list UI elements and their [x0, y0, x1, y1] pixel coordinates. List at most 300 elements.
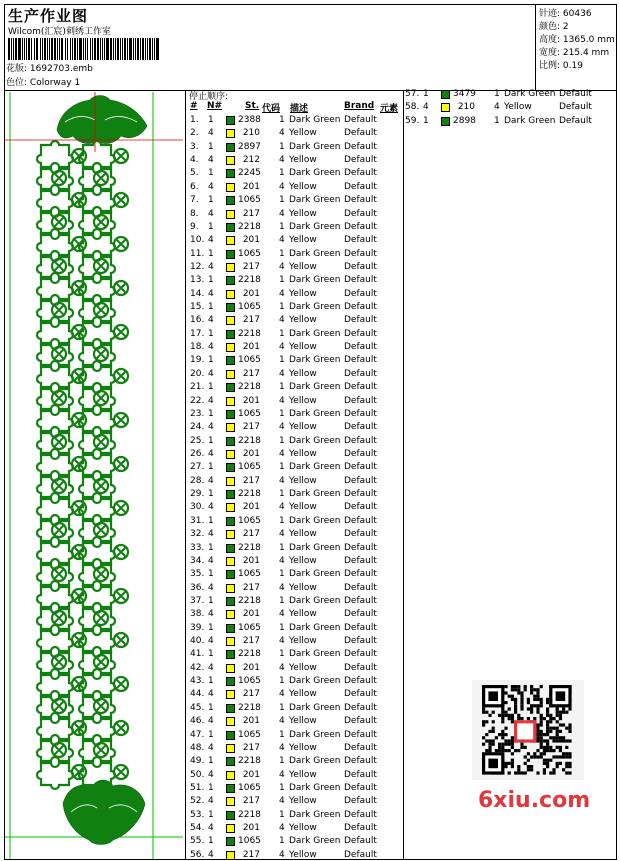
code-number: 1 — [279, 756, 285, 767]
color-swatch — [226, 717, 235, 726]
color-description: Dark Green — [504, 89, 556, 99]
qr-module — [501, 714, 504, 717]
qr-module — [514, 704, 517, 707]
qr-module — [546, 743, 549, 746]
qr-module — [501, 717, 504, 720]
thread-code: 2218 — [238, 542, 261, 553]
color-swatch — [226, 410, 235, 419]
qr-module — [536, 704, 539, 707]
color-description: Dark Green — [289, 408, 341, 419]
lattice-tile — [37, 251, 73, 283]
brand-value: Default — [344, 502, 377, 513]
thread-code: 217 — [242, 636, 260, 647]
thread-code: 2898 — [453, 115, 476, 126]
qr-module — [520, 698, 523, 701]
qr-module — [511, 759, 514, 762]
qr-module — [492, 711, 495, 714]
qr-module — [536, 739, 539, 742]
qr-module — [533, 704, 536, 707]
file-label: 花版: — [6, 64, 28, 74]
thread-code: 1065 — [238, 783, 261, 793]
color-swatch — [226, 129, 235, 138]
barcode-bar — [94, 38, 96, 60]
knot-cross — [54, 261, 64, 271]
needle-number: 4 — [208, 555, 214, 566]
color-swatch — [226, 704, 235, 713]
color-swatch — [226, 610, 235, 619]
qr-module — [488, 714, 491, 717]
stop-index: 59. — [405, 115, 420, 126]
qr-module — [530, 755, 533, 758]
qr-module — [504, 749, 507, 752]
lattice-tile — [79, 361, 115, 393]
qr-module — [514, 711, 517, 714]
knot-cross — [54, 525, 64, 535]
thread-code: 212 — [242, 155, 260, 166]
knot-cross — [96, 613, 106, 623]
code-number: 1 — [279, 542, 285, 553]
qr-module — [488, 739, 491, 742]
stop-index: 43. — [190, 676, 205, 687]
qr-module — [568, 762, 571, 765]
barcode-bar — [102, 38, 103, 60]
qr-module — [546, 759, 549, 762]
lattice-tile — [37, 185, 73, 217]
qr-module — [517, 685, 520, 688]
lattice-tile — [37, 757, 73, 789]
knot-cross — [116, 371, 126, 381]
knot-cross — [96, 481, 106, 491]
qr-module — [517, 688, 520, 691]
qr-module — [552, 755, 555, 758]
qr-module — [508, 714, 511, 717]
code-number: 1 — [279, 462, 285, 473]
thread-code: 201 — [242, 823, 260, 834]
needle-number: 4 — [423, 102, 429, 113]
code-number: 4 — [279, 849, 285, 860]
thread-code: 1065 — [238, 836, 261, 847]
barcode-bar — [113, 38, 114, 60]
lattice-tile — [37, 405, 73, 437]
qr-module — [565, 762, 568, 765]
qr-module — [533, 698, 536, 701]
stop-index: 56. — [190, 849, 205, 860]
stop-index: 47. — [190, 729, 205, 740]
brand-value: Default — [344, 849, 377, 860]
thread-code: 2218 — [238, 435, 261, 446]
lattice-tile — [79, 471, 115, 503]
qr-module — [508, 762, 511, 765]
qr-module — [501, 749, 504, 752]
barcode-bar — [137, 38, 139, 60]
lattice-tile — [37, 625, 73, 657]
qr-module — [508, 749, 511, 752]
code-number: 1 — [279, 382, 285, 393]
color-swatch — [226, 837, 235, 846]
lattice-tile — [37, 559, 73, 591]
brand-value: Default — [344, 115, 377, 125]
qr-module — [508, 739, 511, 742]
lattice-tile — [79, 229, 115, 261]
qr-module — [536, 707, 539, 710]
stat-width: 宽度: 215.4 mm — [539, 48, 610, 58]
color-swatch — [226, 851, 235, 860]
needle-number: 1 — [208, 408, 214, 419]
barcode-bar — [92, 38, 93, 60]
qr-module — [482, 736, 485, 739]
brand-value: Default — [344, 302, 377, 313]
qr-module — [565, 739, 568, 742]
brand-value: Default — [344, 408, 377, 419]
color-swatch — [226, 236, 235, 245]
lattice-tile — [37, 229, 73, 261]
qr-module — [488, 746, 491, 749]
qr-module — [562, 736, 565, 739]
qr-module — [508, 707, 511, 710]
qr-module — [556, 691, 566, 701]
qr-module — [536, 695, 539, 698]
stop-index: 4. — [190, 155, 199, 166]
knot-cross — [54, 173, 64, 183]
barcode-bar — [147, 38, 148, 60]
brand-value: Default — [344, 248, 377, 259]
qr-module — [559, 730, 562, 733]
knot-cross — [54, 481, 64, 491]
color-description: Dark Green — [289, 542, 341, 553]
stop-index: 24. — [190, 422, 205, 433]
color-swatch — [226, 503, 235, 512]
qr-module — [504, 727, 507, 730]
qr-module — [492, 720, 495, 723]
qr-module — [546, 730, 549, 733]
lattice-tile — [79, 559, 115, 591]
knot-cross — [116, 767, 126, 777]
qr-module — [530, 765, 533, 768]
brand-value: Default — [344, 261, 377, 272]
qr-module — [556, 762, 559, 765]
code-number: 4 — [279, 529, 285, 540]
qr-module — [501, 733, 504, 736]
qr-module — [520, 771, 523, 774]
color-swatch — [441, 103, 450, 112]
qr-module — [556, 765, 559, 768]
color-description: Yellow — [289, 502, 317, 513]
qr-module — [504, 733, 507, 736]
color-swatch — [226, 530, 235, 539]
barcode-bar — [129, 38, 132, 60]
brand-value: Default — [344, 208, 377, 219]
lattice-tile — [37, 493, 73, 525]
thread-code: 217 — [242, 689, 260, 700]
qr-module — [565, 771, 568, 774]
color-description: Dark Green — [289, 622, 341, 633]
needle-number: 1 — [208, 195, 214, 206]
qr-module — [498, 746, 501, 749]
brand-value: Default — [559, 89, 592, 99]
color-swatch — [226, 250, 235, 259]
brand-value: Default — [344, 716, 377, 727]
code-number: 4 — [279, 662, 285, 673]
qr-module — [511, 746, 514, 749]
qr-module — [568, 727, 571, 730]
lattice-tile — [37, 471, 73, 503]
brand-value: Default — [344, 475, 377, 486]
qr-module — [540, 743, 543, 746]
code-number: 1 — [279, 622, 285, 633]
lattice-tile — [37, 427, 73, 459]
qr-module — [549, 736, 552, 739]
qr-module — [565, 755, 568, 758]
thread-code: 2218 — [238, 649, 261, 660]
qr-module — [514, 685, 517, 688]
qr-module — [536, 733, 539, 736]
barcode-bar — [51, 38, 53, 60]
qr-module — [504, 714, 507, 717]
needle-number: 4 — [208, 636, 214, 647]
qr-module — [517, 723, 533, 739]
knot-cross — [96, 393, 106, 403]
stop-index: 54. — [190, 823, 205, 834]
qr-module — [520, 743, 523, 746]
qr-module — [536, 691, 539, 694]
brand-value: Default — [344, 181, 377, 192]
stop-index: 9. — [190, 221, 199, 232]
lattice-tile — [37, 449, 73, 481]
qr-module — [543, 746, 546, 749]
qr-module — [533, 717, 536, 720]
needle-number: 4 — [208, 689, 214, 700]
color-description: Dark Green — [289, 168, 341, 179]
thread-code: 201 — [242, 181, 260, 192]
brand-value: Default — [344, 636, 377, 647]
barcode-bar — [15, 38, 17, 60]
lattice-tile — [79, 141, 115, 173]
qr-module — [562, 752, 565, 755]
stop-index: 21. — [190, 382, 205, 393]
thread-code: 2218 — [238, 275, 261, 286]
qr-module — [562, 711, 565, 714]
color-swatch — [226, 771, 235, 780]
brand-value: Default — [344, 155, 377, 166]
needle-number: 4 — [208, 475, 214, 486]
stop-index: 41. — [190, 649, 205, 660]
code-number: 4 — [279, 769, 285, 780]
qr-module — [527, 752, 530, 755]
barcode-bar — [104, 38, 105, 60]
color-swatch — [226, 196, 235, 205]
lattice-tile — [79, 691, 115, 723]
qr-module — [549, 720, 552, 723]
thread-code: 217 — [242, 849, 260, 860]
code-number: 1 — [279, 408, 285, 419]
code-number: 1 — [494, 89, 500, 99]
barcode-bar — [22, 38, 23, 60]
thread-code: 217 — [242, 422, 260, 433]
qr-module — [530, 688, 533, 691]
stop-index: 37. — [190, 595, 205, 606]
qr-module — [498, 733, 501, 736]
qr-module — [568, 752, 571, 755]
code-number: 1 — [279, 729, 285, 740]
thread-code: 210 — [457, 102, 475, 113]
color-description: Dark Green — [289, 836, 341, 847]
qr-module — [514, 698, 517, 701]
barcode-bar — [34, 38, 35, 60]
stop-index: 33. — [190, 542, 205, 553]
brand-value: Default — [344, 435, 377, 446]
color-swatch — [226, 557, 235, 566]
qr-module — [546, 727, 549, 730]
qr-module — [482, 707, 485, 710]
qr-code-icon — [472, 680, 584, 780]
colorway-value: Colorway 1 — [29, 78, 81, 88]
lattice-tile — [37, 361, 73, 393]
needle-number: 4 — [208, 742, 214, 753]
qr-module — [536, 736, 539, 739]
qr-module — [568, 765, 571, 768]
qr-module — [540, 704, 543, 707]
stop-index: 57. — [405, 89, 420, 99]
barcode-bar — [74, 38, 76, 60]
lattice-tile — [37, 339, 73, 371]
stop-index: 55. — [190, 836, 205, 847]
qr-module — [514, 771, 517, 774]
brand-value: Default — [344, 128, 377, 139]
needle-number: 1 — [208, 248, 214, 259]
code-number: 4 — [279, 235, 285, 246]
qr-module — [530, 691, 533, 694]
code-number: 1 — [279, 836, 285, 847]
barcode-bar — [61, 38, 64, 60]
brand-value: Default — [344, 328, 377, 339]
thread-code: 217 — [242, 796, 260, 807]
code-number: 4 — [279, 582, 285, 593]
color-swatch — [226, 650, 235, 659]
color-description: Yellow — [289, 261, 317, 272]
qr-module — [517, 717, 520, 720]
barcode-bar — [115, 38, 116, 60]
code-number: 1 — [279, 168, 285, 179]
code-number: 4 — [279, 555, 285, 566]
needle-number: 4 — [208, 582, 214, 593]
color-swatch — [226, 437, 235, 446]
lattice-tile — [79, 317, 115, 349]
qr-module — [540, 746, 543, 749]
brand-value: Default — [344, 582, 377, 593]
qr-module — [511, 743, 514, 746]
code-number: 4 — [279, 742, 285, 753]
stop-index: 39. — [190, 622, 205, 633]
needle-number: 1 — [208, 756, 214, 767]
thread-code: 201 — [242, 662, 260, 673]
colorway-line — [6, 75, 80, 88]
color-description: Dark Green — [289, 141, 341, 152]
file-name: 1692703.emb — [29, 64, 93, 74]
thread-code: 1065 — [238, 515, 261, 526]
qr-module — [556, 733, 559, 736]
code-number: 4 — [279, 636, 285, 647]
colorway-label: 色位: — [6, 78, 28, 88]
thread-code: 2218 — [238, 756, 261, 767]
barcode-bar — [47, 38, 48, 60]
color-swatch — [226, 263, 235, 272]
color-description: Dark Green — [289, 783, 341, 793]
needle-number: 4 — [208, 395, 214, 406]
color-swatch — [226, 169, 235, 178]
qr-module — [511, 739, 514, 742]
lattice-tile — [37, 669, 73, 701]
qr-module — [546, 746, 549, 749]
qr-module — [524, 762, 527, 765]
thread-code: 3479 — [453, 89, 476, 99]
embroidery-design — [5, 92, 183, 859]
brand-value: Default — [344, 288, 377, 299]
thread-code: 2218 — [238, 489, 261, 500]
brand-value: Default — [344, 235, 377, 246]
qr-module — [520, 701, 523, 704]
knot-cross — [96, 701, 106, 711]
barcode-bar — [65, 38, 66, 60]
qr-module — [482, 743, 485, 746]
code-number: 1 — [279, 809, 285, 820]
bottom-motif — [63, 780, 145, 845]
thread-code: 201 — [242, 609, 260, 620]
lattice-tile — [79, 647, 115, 679]
thread-code: 2218 — [238, 382, 261, 393]
color-swatch — [226, 370, 235, 379]
thread-code: 201 — [242, 769, 260, 780]
lattice-tile — [79, 669, 115, 701]
qr-module — [527, 717, 530, 720]
stop-index: 49. — [190, 756, 205, 767]
qr-module — [556, 746, 559, 749]
code-number: 1 — [279, 649, 285, 660]
knot-cross — [116, 591, 126, 601]
code-number: 4 — [279, 128, 285, 139]
qr-module — [568, 723, 571, 726]
color-description: Dark Green — [289, 328, 341, 339]
barcode-bar — [87, 38, 89, 60]
lattice-tile — [37, 537, 73, 569]
qr-module — [543, 762, 546, 765]
qr-module — [511, 698, 514, 701]
needle-number: 1 — [208, 809, 214, 820]
color-description: Yellow — [504, 102, 532, 113]
needle-number: 4 — [208, 181, 214, 192]
needle-number: 4 — [208, 342, 214, 353]
brand-value: Default — [344, 462, 377, 473]
header — [4, 4, 617, 91]
color-swatch — [226, 156, 235, 165]
barcode-bar — [133, 38, 134, 60]
barcode-bar — [145, 38, 146, 60]
stat-stitches: 针迹: 60436 — [539, 9, 592, 19]
qr-module — [559, 736, 562, 739]
color-description: Dark Green — [289, 302, 341, 313]
qr-module — [495, 736, 498, 739]
stop-index: 20. — [190, 368, 205, 379]
needle-number: 1 — [208, 783, 214, 793]
knot-cross — [96, 217, 106, 227]
qr-module — [565, 727, 568, 730]
lattice-tile — [79, 449, 115, 481]
qr-module — [530, 768, 533, 771]
thread-code: 2897 — [238, 141, 261, 152]
qr-module — [562, 707, 565, 710]
thread-code: 1065 — [238, 462, 261, 473]
lattice-tile — [79, 405, 115, 437]
color-description: Dark Green — [289, 115, 341, 125]
